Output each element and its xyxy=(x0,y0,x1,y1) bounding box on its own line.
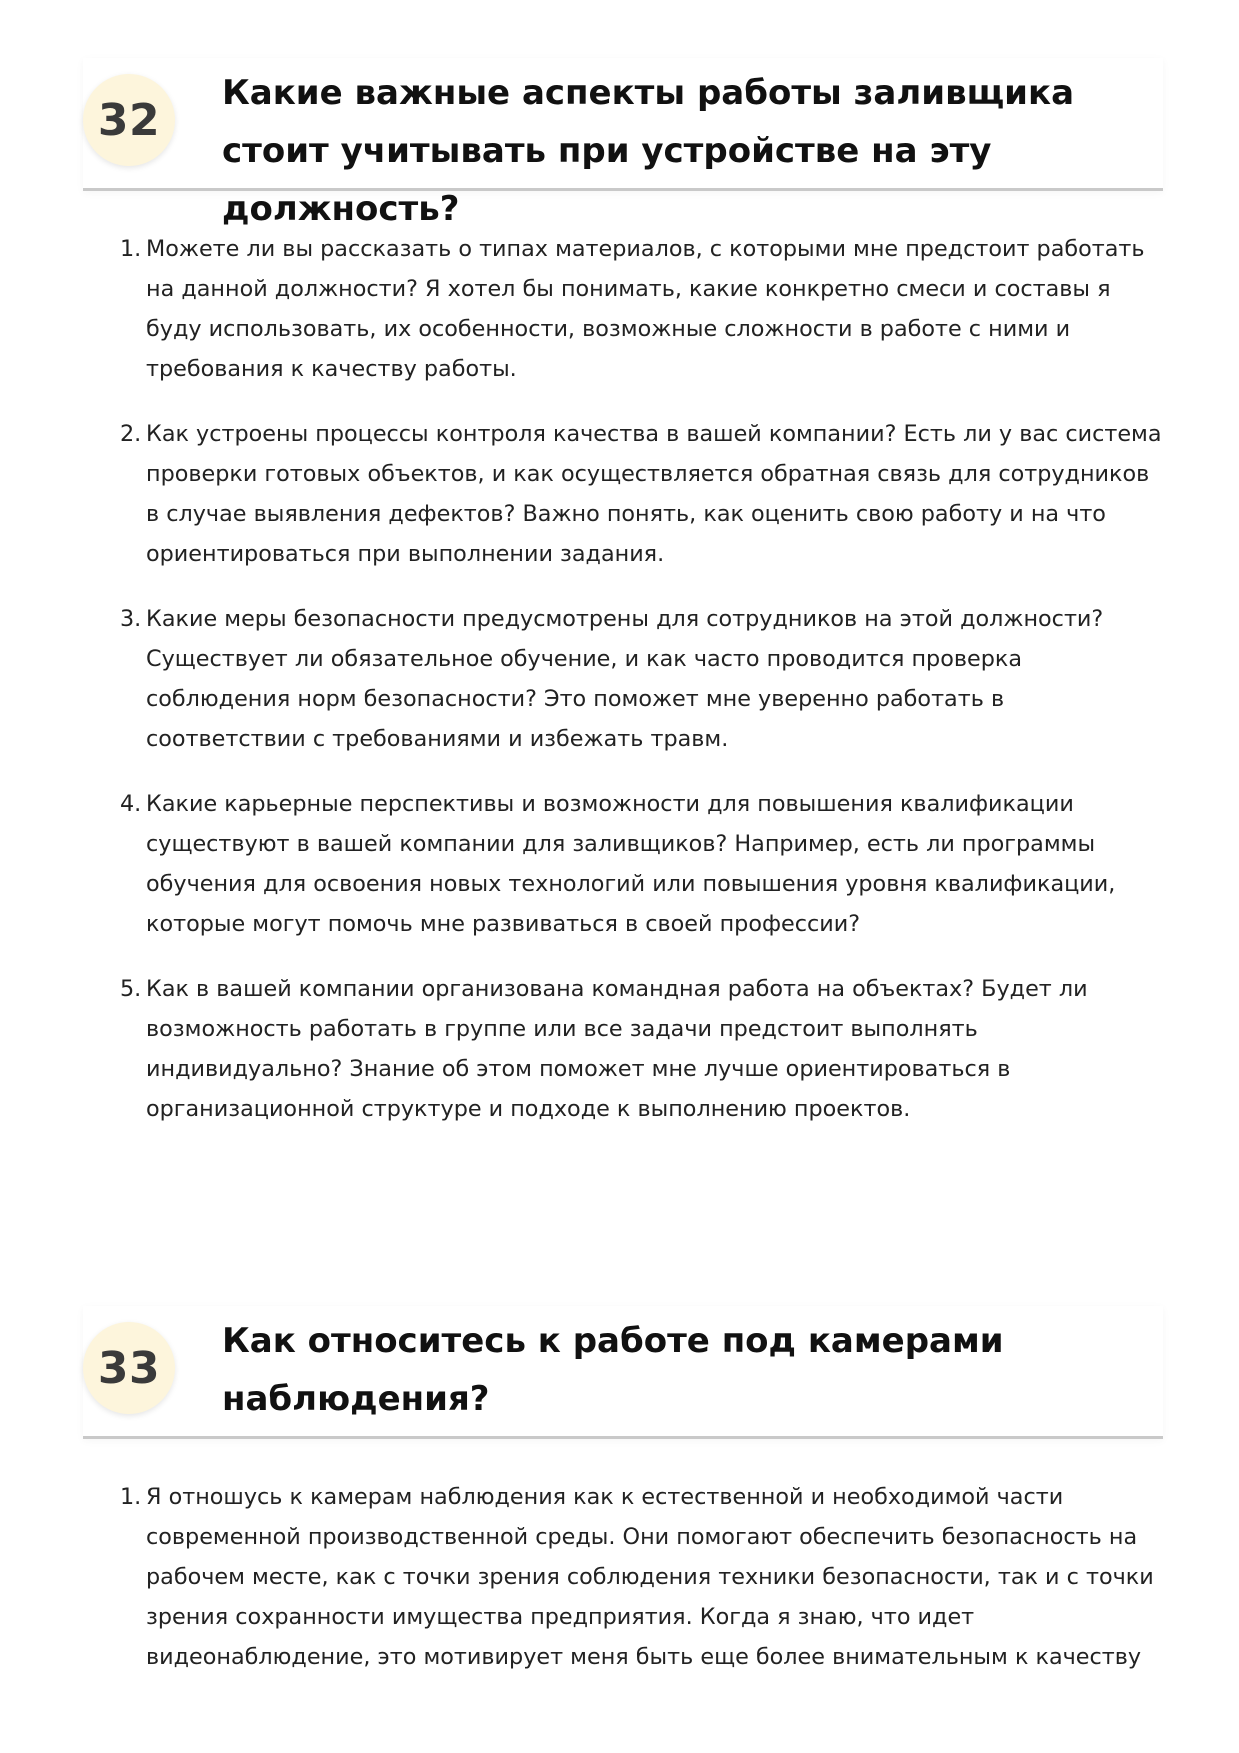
answer-number: 3. xyxy=(120,606,142,632)
answer-number: 5. xyxy=(120,976,142,1002)
answer-item xyxy=(122,599,1162,759)
question-title: Какие важные аспекты работы заливщика стоит учитывать при устройстве на эту должность? xyxy=(222,73,1075,229)
answer-item xyxy=(122,229,1162,389)
answer-number: 2. xyxy=(120,421,142,447)
answer-text: Как в вашей компании организована командная работа на объектах? Будет ли возможность работать в группе или все задачи предстоит выполнять индивидуально? Знание об этом поможет мне лучше ориентироваться в организационной структуре и подходе к выполнению проектов. xyxy=(146,976,1088,1122)
question-number-badge: 32 xyxy=(83,74,175,166)
answer-item xyxy=(122,1477,1162,1677)
answer-item xyxy=(122,784,1162,944)
answer-text: Какие меры безопасности предусмотрены для сотрудников на этой должности? Существует ли обязательное обучение, и как часто проводится проверка соблюдения норм безопасности? Это поможет мне уверенно работать в соответствии с требованиями и избежать травм. xyxy=(146,606,1104,752)
answer-number: 4. xyxy=(120,791,142,817)
answer-list xyxy=(122,1477,1162,1702)
answer-text: Я отношусь к камерам наблюдения как к естественной и необходимой части современной производственной среды. Они помогают обеспечить безопасность на рабочем месте, как с точки зрения соблюдения техники безопасности, так и с точки зрения сохранности имущества предприятия. Когда я знаю, что идет видеонаблюдение, это мотивирует меня быть еще более внимательным к качеству xyxy=(146,1484,1154,1670)
question-header xyxy=(83,58,1163,229)
answer-text: Какие карьерные перспективы и возможности для повышения квалификации существуют в вашей компании для заливщиков? Например, есть ли программы обучения для освоения новых технологий или повышения уровня квалификации, которые могут помочь мне развиваться в своей профессии? xyxy=(146,791,1116,937)
question-header xyxy=(83,1306,1163,1439)
question-title: Как относитесь к работе под камерами наблюдения? xyxy=(222,1321,1004,1419)
question-number-badge: 33 xyxy=(83,1322,175,1414)
answer-text: Как устроены процессы контроля качества в вашей компании? Есть ли у вас система проверки готовых объектов, и как осуществляется обратная связь для сотрудников в случае выявления дефектов? Важно понять, как оценить свою работу и на что ориентироваться при выполнении задания. xyxy=(146,421,1162,567)
answer-item xyxy=(122,969,1162,1129)
answer-number: 1. xyxy=(120,236,142,262)
answer-item xyxy=(122,414,1162,574)
answer-text: Можете ли вы рассказать о типах материалов, с которыми мне предстоит работать на данной должности? Я хотел бы понимать, какие конкретно смеси и составы я буду использовать, их особенности, возможные сложности в работе с ними и требования к качеству работы. xyxy=(146,236,1145,382)
answer-number: 1. xyxy=(120,1484,142,1510)
answer-list xyxy=(122,229,1162,1154)
